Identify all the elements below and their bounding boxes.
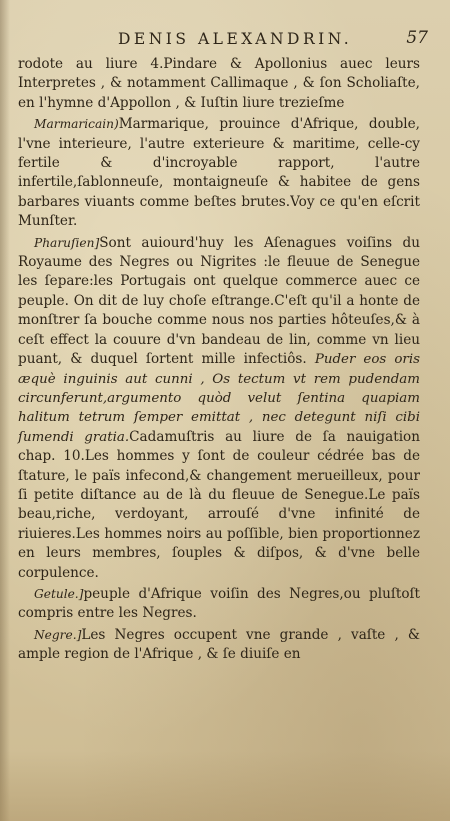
lemma-marmaricain: Marmaricain): [34, 117, 119, 132]
page-body: [18, 55, 420, 667]
running-head: DENIS ALEXANDRIN.: [118, 30, 353, 48]
paragraph-text-after: Cadamuſtris au liure de ſa nauigation chap. 10.Les hommes y ſont de couleur cédrée bas de ſtature, le païs infecond,& changement merueilleux, pour ſi petite diſtance au de là du fleuue de Senegue.Le païs beau,riche, verdoyant, arrouſé d'vne infinité de riuieres.Les hommes noirs au poſſible, bien proportionnez en leurs membres, ſouples & diſpos, & d'vne belle corpulence.: [18, 428, 420, 581]
paragraph-getule: [18, 585, 420, 624]
latin-quotation: Puder eos oris æquè inguinis aut cunni , Os tectum vt rem pudendam circunferunt,argumento quòd velut ſentina quapiam halitum tetrum ſemper emittat , nec detegunt niſi cibi ſumendi gratia.: [18, 352, 420, 445]
paragraph-text: rodote au liure 4.Pindare & Apollonius auec leurs Interpretes , & notamment Callimaque , & ſon Scholiaſte, en l'hymne d'Appollon , & Iuſtin liure trezieſme: [18, 56, 420, 111]
lemma-negre: Negre.]: [34, 627, 82, 642]
paragraph-marmaricain: [18, 115, 420, 231]
lemma-pharusien: Pharuſien]: [34, 235, 100, 250]
paragraph-continuation: [18, 55, 420, 113]
paragraph-text: peuple d'Afrique voiſin des Negres,ou pluſtoſt compris entre les Negres.: [18, 585, 420, 622]
page-header: [18, 30, 436, 54]
page-number: 57: [406, 28, 428, 48]
paragraph-text: Marmarique, prouince d'Afrique, double, l'vne interieure, l'autre exterieure & maritime, celle-cy fertile & d'incroyable rapport, l'autre infertile,ſablonneuſe, montaigneuſe & habitee de gens barbares viuants comme beſtes brutes.Voy ce qu'en eſcrit Munſter.: [18, 116, 420, 230]
paragraph-pharusien: [18, 234, 420, 583]
paragraph-negre: [18, 626, 420, 665]
paragraph-text: Sont auiourd'huy les Aſenagues voiſins du Royaume des Negres ou Nigrites :le fleuue de Senegue les ſepare:les Portugais ont quelque commerce auec ce peuple. On dit de luy choſe eſtrange.C'eſt qu'il a honte de monſtrer ſa bouche comme nous nos parties hôteuſes,& à ceſt effect la couure d'vn bandeau de lin, comme vn lieu puant, & duquel ſortent mille infectiôs.: [18, 234, 420, 368]
lemma-getule: Getule.]: [34, 586, 84, 601]
paragraph-text: Les Negres occupent vne grande , vaſte , & ample region de l'Afrique , & ſe diuiſe en: [18, 626, 420, 663]
